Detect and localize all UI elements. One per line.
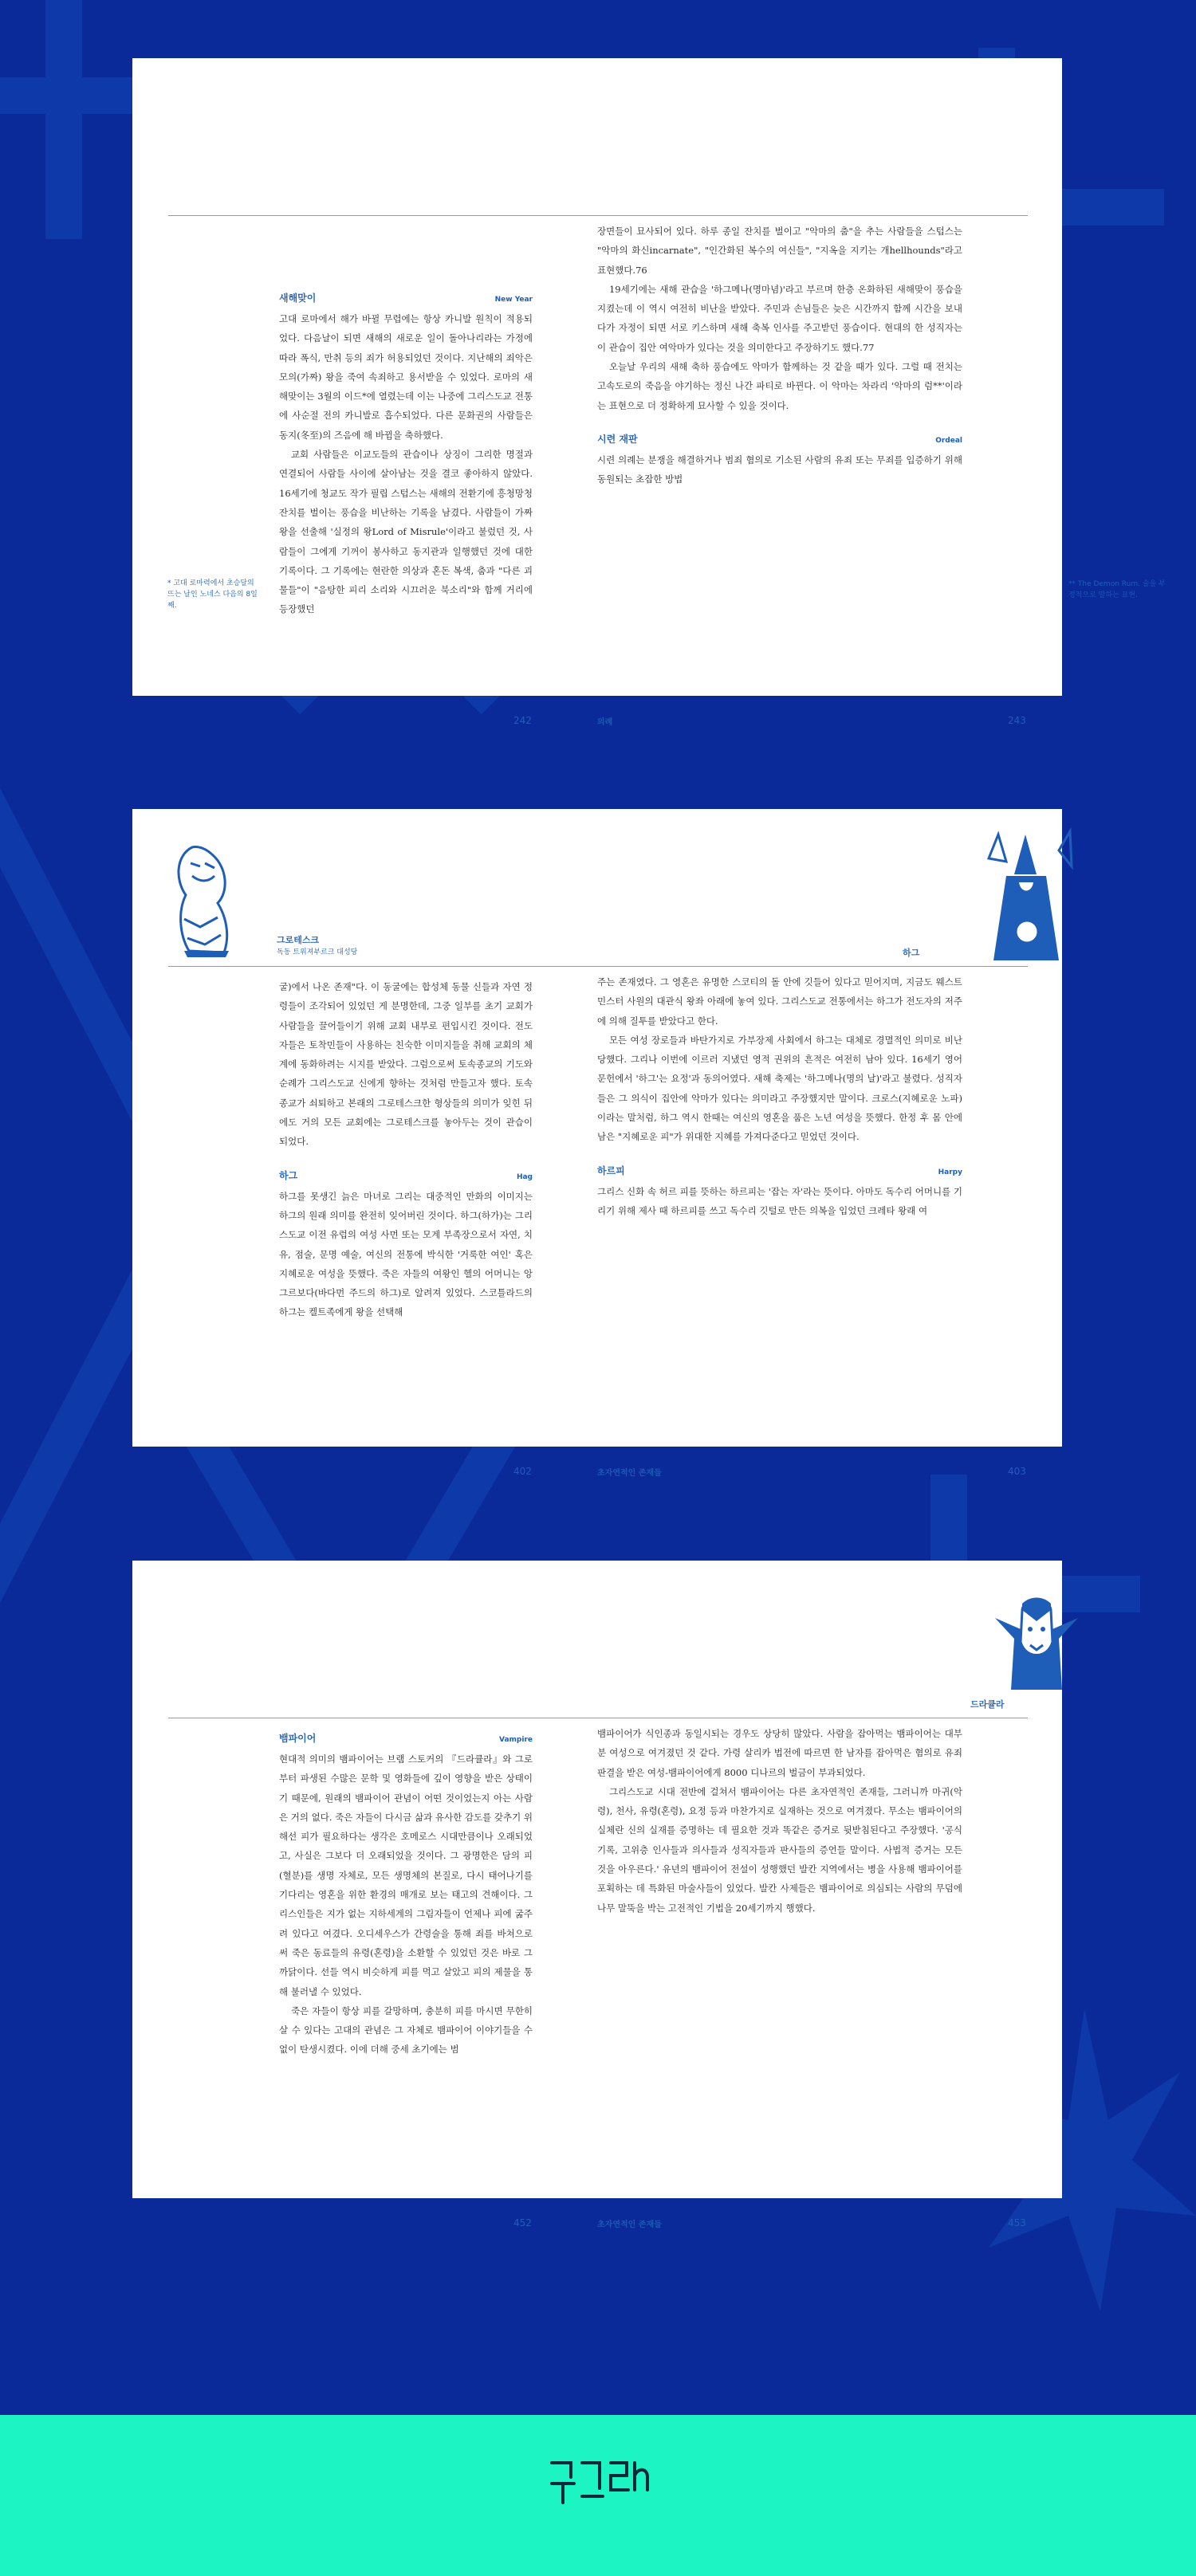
paragraph: 현대적 의미의 뱀파이어는 브램 스토커의 『드라큘라』와 그로부터 파생된 수많은 문학 및 영화들에 깊이 영향을 받은 상태이기 때문에, 원래의 뱀파이어 관념이 어떤 것이었는지 아는 사람은 거의 없다. 죽은 자들이 다시금 삶과 유사한 감도를 갖추기 위해선 피가 필요하다는 생각은 호메로스 시대만큼이나 오래되었고, 사실은 그보다 더 오래되었을 것이다. 그 광명한은 담의 피(혈분)를 생명 자체로, 모든 생명체의 본질로, 다시 태어나기를 기다리는 영혼을 위한 환경의 매개로 보는 태고의 견해이다. 그리스인들은 지가 없는 지하세계의 그림자들이 언제나 피에 굶주려 있다고 여겼다. 오디세우스가 간령술을 통해 죄를 바쳐으로써 죽은 동료들의 유령(혼령)을 소환할 수 있었던 것은 바로 그 까닭이다. 선들 역시 비슷하게 피를 먹고 살았고 피의 제물을 통해 불러낼 수 있었다. — [279, 1753, 533, 1997]
sidenote: * 고대 로마력에서 초승달의 뜨는 날인 노네스 다음의 8일째. — [167, 579, 258, 610]
paragraph: 19세기에는 새해 관습을 '하그메나(명마념)'라고 부르며 한층 온화하된 새해맞이 풍습을 지켰는데 이 역시 여전히 비난을 받았다. 주민과 손님들은 늦은 시간까지 함께 시간을 보내다가 자정이 되면 서로 키스하며 새해 축복 인사를 주고받던 풍습이다. 현대의 한 성직자는 이 관습이 집안 여악마가 있다는 것을 의미한다고 주장하기도 했다.77 — [597, 283, 962, 353]
body-text — [279, 1729, 533, 2060]
paragraph: 모든 여성 장로들과 바탄가지로 가부장제 사회에서 하그는 대체로 경멸적인 의미로 비난당했다. 그리나 이번에 이르러 지냈던 영적 권위의 흔적은 여전히 남아 있다. 16세기 영어 문헌에서 '하그'는 요정'과 동의어였다. 새해 축제는 '하그메나(명의 날)'라고 불렸다. 성직자들은 그 의식이 집안에 악마가 있다는 의미라고 주장했지만 말이다. 크로스(지혜로운 노파)이라는 말처럼, 하그 역시 한때는 여신의 영혼을 품은 노년 여성을 뜻했다. 한정 후 몸 안에 남은 "지혜로운 피"가 위대한 지혜를 가져다준다고 믿었던 것이다. — [597, 1034, 962, 1143]
entry-title-en: Harpy — [938, 1168, 962, 1176]
entry-heading — [279, 289, 533, 309]
entry-title-en: Vampire — [499, 1736, 533, 1744]
caption-title: 그로테스크 — [277, 935, 320, 945]
illustration-caption — [277, 933, 404, 956]
paragraph: 굴)에서 나온 존재"다. 이 동굴에는 합성체 동물 신들과 자연 정령들이 조각되어 있었던 게 분명한데, 그중 일부를 초기 교회가 사람들을 끌어들이기 위해 교회 내부로 편입시킨 것이다. 전도자들은 토착민들이 사용하는 친숙한 이미지들을 취해 교회의 체계에 동화하려는 시지를 받았다. 그럼으로써 토속종교의 기도와 순례가 그리스도교 신에게 향하는 것처럼 만들고자 했다. 토속종교가 쇠퇴하고 본래의 그로테스크한 형상들의 의미가 잊힌 뒤에도 거의 모든 교회에는 그로테스크를 놓아두는 것이 관습이 되었다. — [279, 981, 533, 1148]
body-text — [279, 289, 533, 619]
page-243 — [597, 58, 1166, 727]
paragraph: 뱀파이어가 식인종과 동일시되는 경우도 상당히 많았다. 사람을 잡아먹는 뱀파이어는 대부분 여성으로 여겨졌던 것 같다. 가령 살리카 법전에 따르면 한 남자를 잡아먹은 혐의로 유죄 판결을 받은 여성-뱀파이어에게 8000 디나르의 벌금이 부과되었다. — [597, 1728, 962, 1778]
spread-3 — [132, 1561, 1062, 2229]
paragraph: 오늘날 우리의 새해 축하 풍습에도 악마가 함께하는 것 같을 때가 있다. 그럴 때 전치는 고속도로의 죽음을 야기하는 정신 나간 파티로 바뀐다. 이 악마는 차라리 '악마의 럼**'이라는 표현으로 더 정확하게 묘사할 수 있을 것이다. — [597, 361, 963, 411]
entry-title: 하그 — [279, 1169, 298, 1181]
caption-title: 하그 — [903, 948, 920, 958]
page-453 — [597, 1561, 1062, 2229]
page-242 — [132, 58, 597, 726]
paragraph: 고대 로마에서 해가 바뀔 무렵에는 항상 카니발 원칙이 적용되었다. 다음날이 되면 새해의 새로운 일이 돌아나리라는 가정에 따라 폭식, 만취 등의 죄가 허용되었던 것이다. 지난해의 죄악은 모의(가짜) 왕을 죽여 속죄하고 용서받을 수 있었다. 로마의 새해맞이는 3월의 이드*에 열렸는데 이는 나중에 그리스도교 전통에 사순절 전의 카니발로 흡수되었다. 다른 문화권의 사람들은 동지(冬至)의 즈음에 해 바뀜을 축하했다. — [279, 313, 533, 441]
paragraph: 장면들이 묘사되어 있다. 하루 종일 잔치를 벌이고 "악마의 춤"을 추는 사람들을 스텁스는 "악마의 화신incarnate", "인간화된 복수의 여신들", "지옥을 지키는 개hellhounds"라고 표현했다.76 — [597, 226, 962, 276]
page-number: 453 — [1008, 2217, 1026, 2228]
grotesque-illustration — [168, 839, 238, 959]
running-footer: 초자연적인 존재들 — [597, 1469, 662, 1478]
running-footer: 초자연적인 존재들 — [597, 2221, 662, 2229]
page-number: 403 — [1008, 1466, 1026, 1477]
paragraph: 주는 존재였다. 그 영혼은 유명한 스코티의 돌 안에 깃들어 있다고 믿어지며, 지금도 웨스트민스터 사원의 대관식 왕좌 아래에 놓여 있다. 그리스도교 전통에서는 하그가 전도자의 저주에 의해 질투를 받았다고 한다. — [597, 976, 962, 1027]
body-text — [597, 222, 962, 489]
entry-heading — [597, 1161, 962, 1182]
paragraph: 교회 사람들은 이교도들의 관습이나 상징이 그리한 명절과 연결되어 사람들 사이에 살아남는 것을 결코 좋아하지 않았다. 16세기에 청교도 작가 필립 스텁스는 새해의 전환기에 흥청망청 잔치를 벌이는 풍습을 비난하는 기록을 남겼다. 사람들이 가짜 왕을 선출해 '실정의 왕Lord of Misrule'이라고 불렀던 것, 사람들이 그에게 기꺼이 봉사하고 동지관과 일행했던 것에 대한 기록이다. 그 기록에는 현란한 의상과 혼돈 복색, 춤과 "다른 괴물들"이 "음탕한 피리 소리와 시끄러운 북소리"와 함께 거리에 등장했던 — [279, 449, 533, 615]
dracula-illustration — [995, 1594, 1078, 1698]
paragraph: 죽은 자들이 항상 피를 갈망하며, 충분히 피를 마시면 무한히 살 수 있다는 고대의 관념은 그 자체로 뱀파이어 이야기들을 수없이 탄생시켰다. 이에 더해 중세 초기에는 범 — [279, 2005, 533, 2056]
page-452 — [132, 1561, 597, 2228]
page-number: 242 — [513, 715, 532, 726]
entry-heading — [279, 1729, 533, 1749]
entry-title-en: Hag — [516, 1172, 533, 1181]
caption-title: 드라큘라 — [970, 1699, 1005, 1710]
page-403 — [597, 809, 1062, 1478]
sidenote: ** The Demon Rum. 술을 부정적으로 말하는 표현. — [1068, 580, 1166, 599]
hag-illustration — [982, 827, 1078, 962]
entry-title: 뱀파이어 — [279, 1733, 317, 1744]
running-footer: 의례 — [597, 718, 613, 727]
paragraph: 하그를 못생긴 늙은 마녀로 그리는 대중적인 만화의 이미지는 하그의 원래 의미를 완전히 잊어버린 것이다. 하그(하가)는 그리스도교 이전 유럽의 여성 사먼 또는 모계 부족장으로서 자연, 치유, 점술, 문명 예술, 여신의 전통에 박식한 '거룩한 여인' 혹은 지혜로운 여성을 뜻했다. 죽은 자들의 여왕인 헬의 어머니는 앙그르보다(바다먼 주드의 하그)로 알려져 있었다. 스코틀라드의 하그는 켈트족에게 왕을 선택해 — [279, 1190, 533, 1318]
spread-1 — [132, 58, 1166, 727]
entry-title-en: New Year — [494, 296, 533, 304]
body-text — [597, 1724, 962, 1918]
page-number: 452 — [513, 2217, 532, 2228]
page-402 — [132, 809, 597, 1477]
entry-heading — [597, 430, 962, 450]
publisher-logo — [547, 2453, 651, 2507]
entry-title-en: Ordeal — [935, 436, 962, 445]
spread-2 — [132, 809, 1062, 1478]
paragraph: 그리스도교 시대 전반에 걸쳐서 뱀파이어는 다른 초자연적인 존재들, 그러니까 마귀(악령), 천사, 유령(혼령), 요정 등과 마찬가지로 실재하는 것으로 여겨졌다. 무소는 뱀파이어의 실체란 신의 실재를 증명하는 데 필요한 것과 똑같은 증거로 뒷받침된다고 주장했다. '공식 기록, 고위층 인사들과 의사들과 성직자들과 판사들의 증언들 말이다. 사법적 증거는 모든 것을 아우른다.' 유년의 뱀파이어 전설이 성행했던 발칸 지역에서는 병을 사용해 뱀파이어를 포획하는 데 특화된 마술사들이 있었다. 발칸 사제들은 뱀파이어로 의심되는 사람의 무덤에 나무 말뚝을 박는 고전적인 기법을 20세기까지 행했다. — [597, 1785, 962, 1914]
caption-subtitle: 독동 트위져부르크 대성당 — [277, 948, 358, 956]
entry-title: 시련 재판 — [597, 433, 638, 445]
body-text — [279, 977, 533, 1322]
paragraph: 시련 의례는 분쟁을 해결하거나 범죄 혐의로 기소된 사람의 유죄 또는 무죄를 입증하기 위해 동원되는 초잡한 방법 — [597, 454, 962, 485]
page-number: 402 — [513, 1466, 532, 1477]
entry-heading — [279, 1166, 533, 1187]
entry-title: 하르피 — [597, 1164, 625, 1176]
page-number: 243 — [1008, 715, 1026, 726]
entry-title: 새해맞이 — [279, 293, 317, 304]
body-text — [597, 972, 962, 1220]
paragraph: 그리스 신화 속 허르 피를 뜻하는 하르피는 '잡는 자'라는 뜻이다. 아마도 독수리 어머니를 기리기 위해 제사 때 하르피를 쓰고 독수리 깃털로 만든 의복을 입었던 크레타 왕래 여 — [597, 1185, 962, 1216]
